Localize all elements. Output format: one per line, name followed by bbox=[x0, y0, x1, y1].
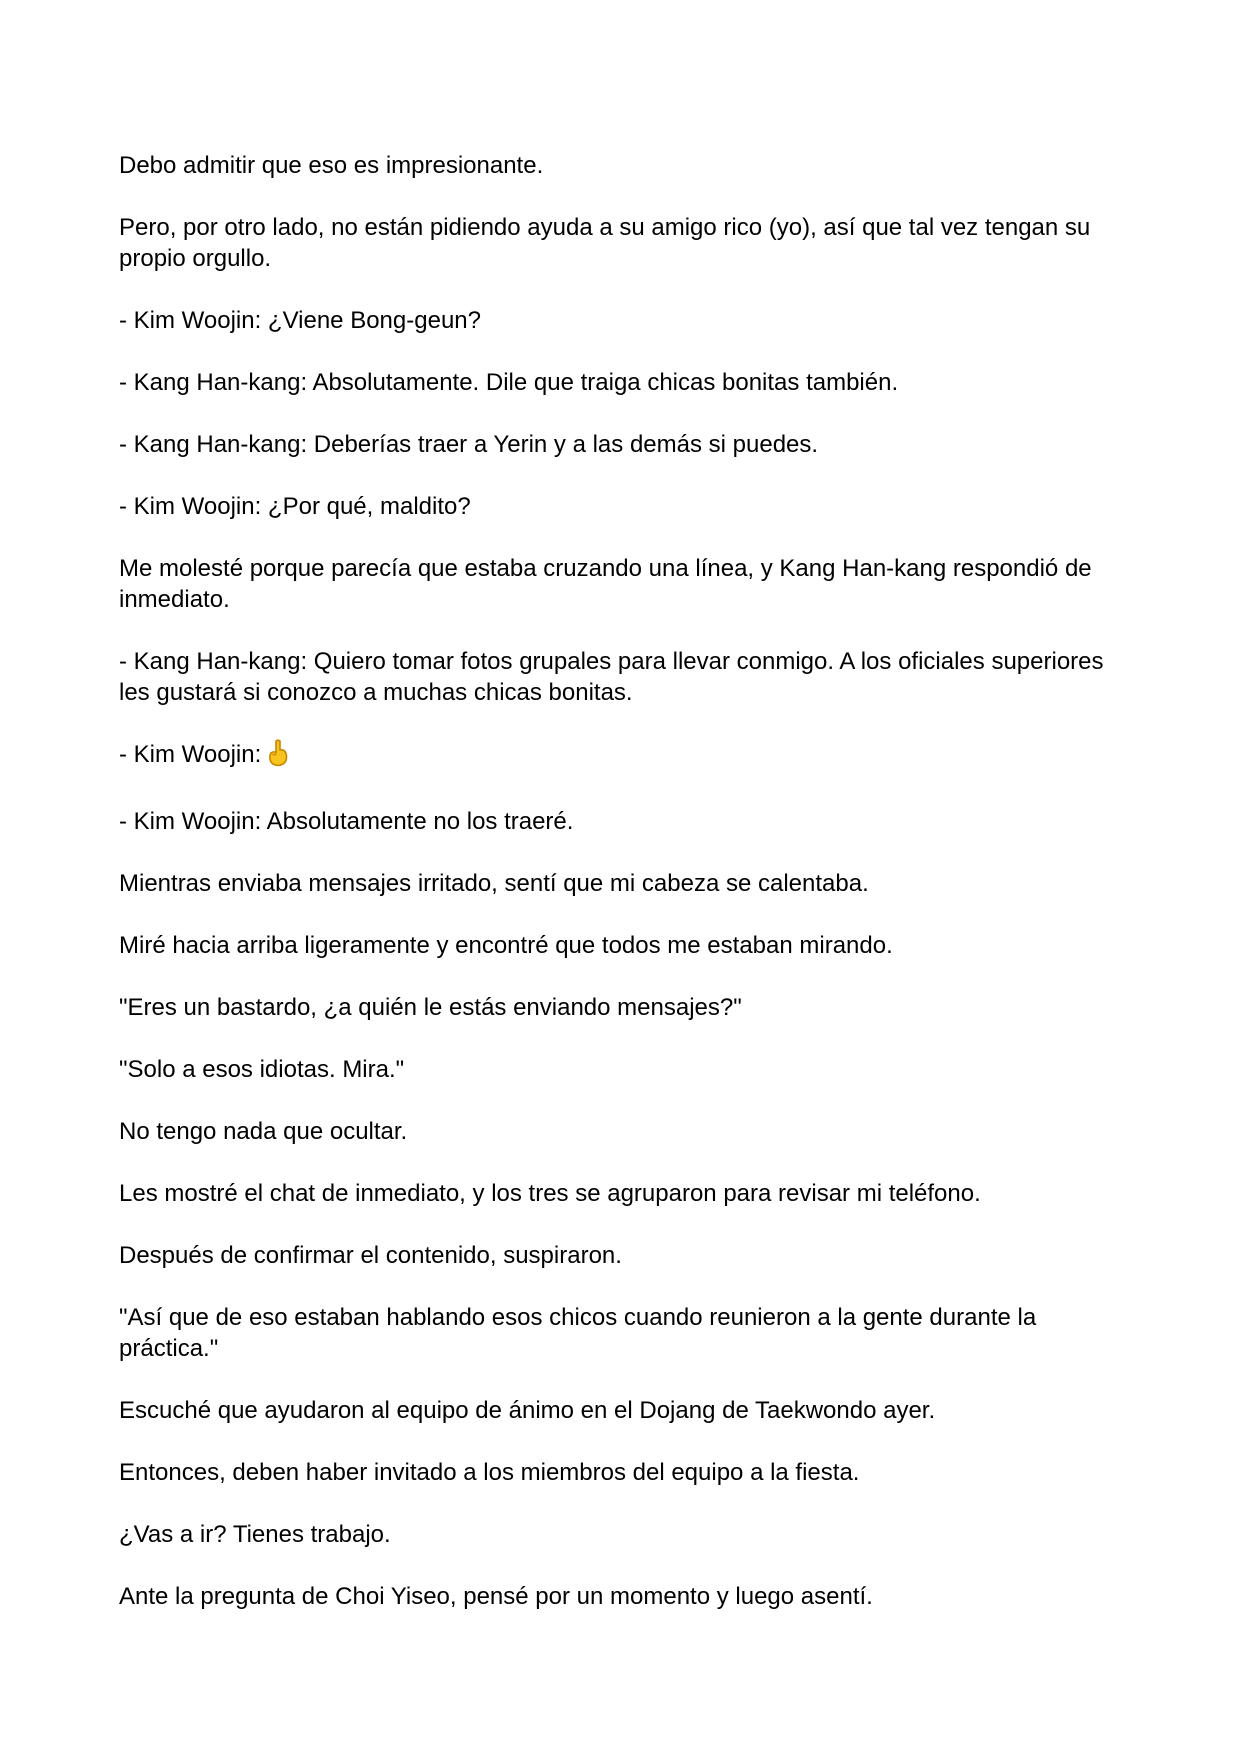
paragraph-15: No tengo nada que ocultar. bbox=[119, 1118, 408, 1145]
paragraph-11: Mientras enviaba mensajes irritado, sentí que mi cabeza se calentaba. bbox=[119, 870, 869, 897]
dialogue-1: "Eres un bastardo, ¿a quién le estás enviando mensajes?" bbox=[119, 994, 742, 1021]
chat-line-emoji bbox=[119, 739, 1129, 775]
paragraph-2: Pero, por otro lado, no están pidiendo ayuda a su amigo rico (yo), así que tal vez tengan su propio orgullo. bbox=[119, 214, 1091, 272]
paragraph-22: Ante la pregunta de Choi Yiseo, pensé por un momento y luego asentí. bbox=[119, 1583, 873, 1610]
document-body bbox=[119, 150, 1129, 1643]
chat-line-6: - Kim Woojin: Absolutamente no los traeré. bbox=[119, 808, 574, 835]
chat-line-1: - Kim Woojin: ¿Viene Bong-geun? bbox=[119, 307, 481, 334]
paragraph-16: Les mostré el chat de inmediato, y los tres se agruparon para revisar mi teléfono. bbox=[119, 1180, 981, 1207]
paragraph-7: Me molesté porque parecía que estaba cruzando una línea, y Kang Han-kang respondió de inmediato. bbox=[119, 555, 1092, 613]
chat-line-4: - Kim Woojin: ¿Por qué, maldito? bbox=[119, 493, 471, 520]
paragraph-21: ¿Vas a ir? Tienes trabajo. bbox=[119, 1521, 391, 1548]
chat-line-2: - Kang Han-kang: Absolutamente. Dile que traiga chicas bonitas también. bbox=[119, 369, 899, 396]
middle-finger-emoji-icon bbox=[267, 739, 289, 775]
middle-finger-emoji-svg bbox=[267, 739, 289, 767]
paragraph-12: Miré hacia arriba ligeramente y encontré que todos me estaban mirando. bbox=[119, 932, 893, 959]
paragraph-17: Después de confirmar el contenido, suspiraron. bbox=[119, 1242, 622, 1269]
dialogue-2: "Solo a esos idiotas. Mira." bbox=[119, 1056, 405, 1083]
dialogue-3: "Así que de eso estaban hablando esos chicos cuando reunieron a la gente durante la práctica." bbox=[119, 1304, 1037, 1362]
chat-line-emoji-text: - Kim Woojin: bbox=[119, 741, 262, 768]
chat-line-5: - Kang Han-kang: Quiero tomar fotos grupales para llevar conmigo. A los oficiales superiores les gustará si conozco a muchas chicas bonitas. bbox=[119, 648, 1104, 706]
chat-line-3: - Kang Han-kang: Deberías traer a Yerin y a las demás si puedes. bbox=[119, 431, 819, 458]
paragraph-1: Debo admitir que eso es impresionante. bbox=[119, 152, 544, 179]
paragraph-20: Entonces, deben haber invitado a los miembros del equipo a la fiesta. bbox=[119, 1459, 860, 1486]
paragraph-19: Escuché que ayudaron al equipo de ánimo en el Dojang de Taekwondo ayer. bbox=[119, 1397, 936, 1424]
